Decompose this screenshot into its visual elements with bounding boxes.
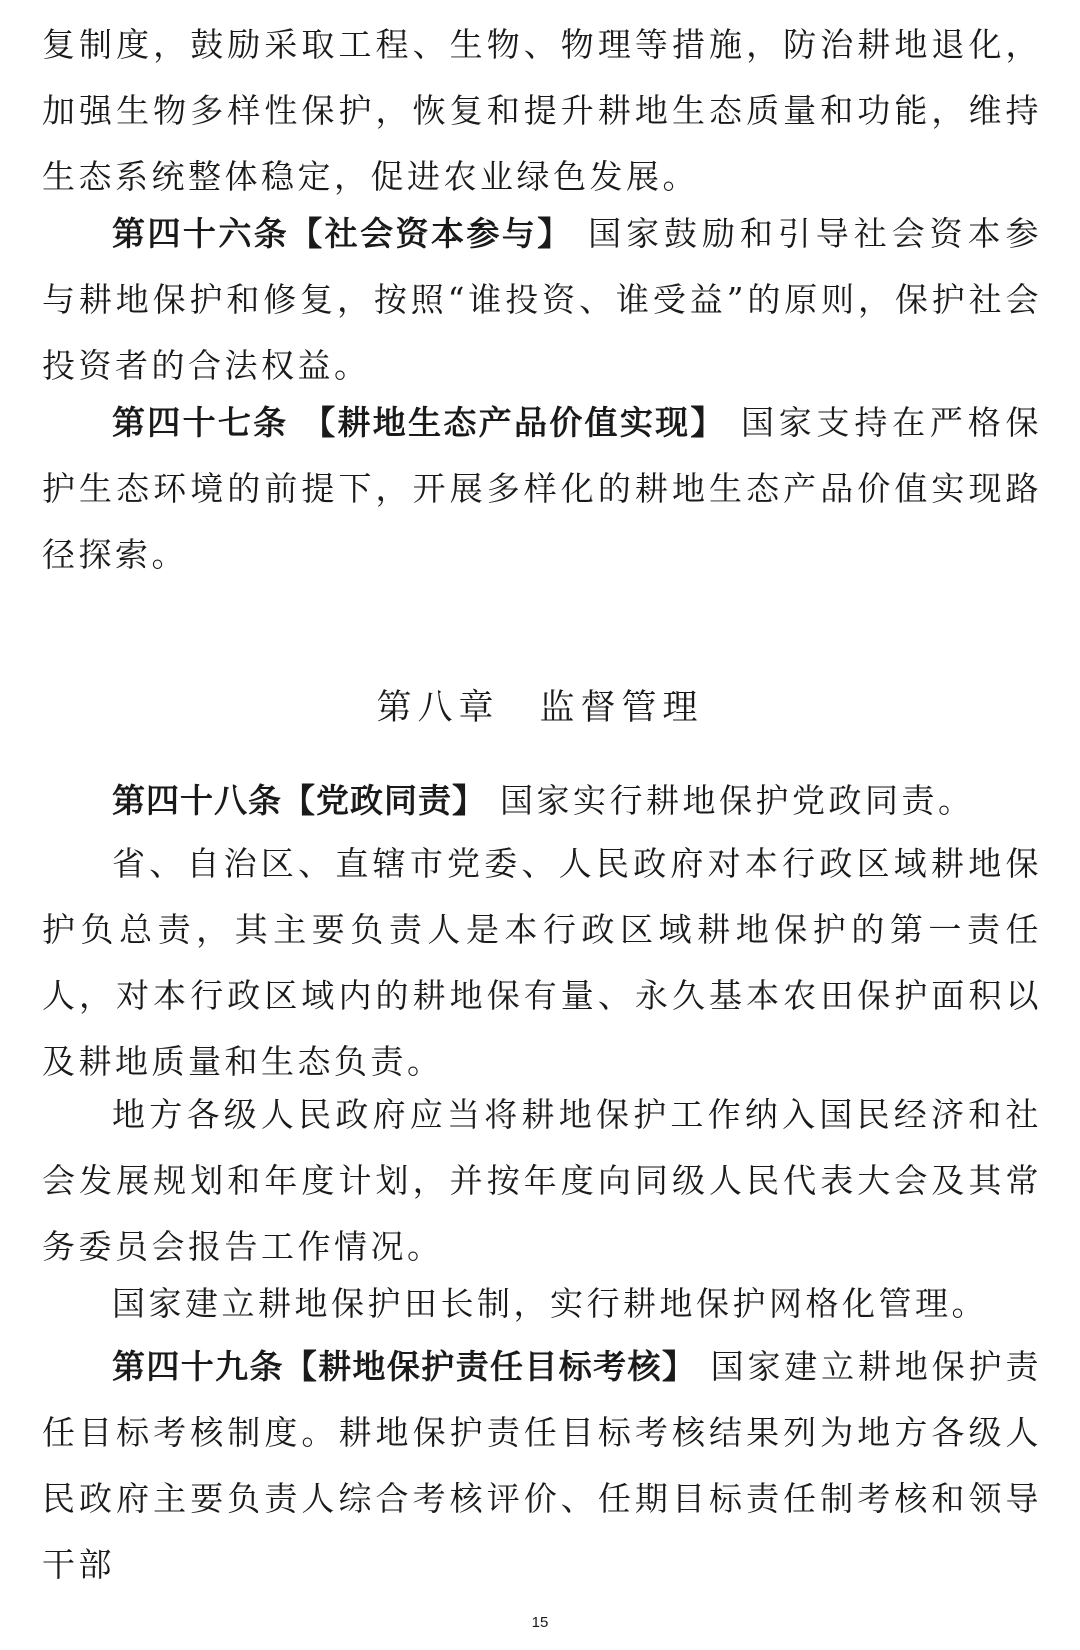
article-46-heading: 第四十六条【社会资本参与】 [112, 214, 573, 253]
article-48-paragraph-4 [42, 1271, 1042, 1337]
article-48-heading: 第四十八条【党政同责】 [112, 781, 486, 820]
article-47-heading: 第四十七条 【耕地生态产品价值实现】 [112, 403, 726, 442]
chapter-heading [0, 680, 1080, 730]
article-47 [42, 390, 1042, 588]
article-49-heading: 第四十九条【耕地保护责任目标考核】 [112, 1347, 697, 1386]
article-46-body: 国家鼓励和引导社会资本参与耕地保护和修复，按照“谁投资、谁受益”的原则，保护社会投资者的合法权益。 [42, 214, 1043, 385]
article-49-body: 国家建立耕地保护责任目标考核制度。耕地保护责任目标考核结果列为地方各级人民政府主要负责人综合考核评价、任期目标责任制考核和领导干部 [42, 1347, 1043, 1584]
chapter-title: 监督管理 [539, 688, 704, 728]
chapter-number: 第八章 [376, 688, 500, 728]
continuation-paragraph [42, 12, 1042, 210]
article-48-paragraph-3 [42, 1082, 1042, 1280]
article-48-paragraph-2-text: 省、自治区、直辖市党委、人民政府对本行政区域耕地保护负总责，其主要负责人是本行政区域耕地保护的第一责任人，对本行政区域内的耕地保有量、永久基本农田保护面积以及耕地质量和生态负责。 [42, 844, 1042, 1081]
continuation-text: 复制度，鼓励采取工程、生物、物理等措施，防治耕地退化，加强生物多样性保护，恢复和提升耕地生态质量和功能，维持生态系统整体稳定，促进农业绿色发展。 [42, 25, 1042, 196]
article-48-paragraph-4-text: 国家建立耕地保护田长制，实行耕地保护网格化管理。 [112, 1284, 988, 1323]
article-48-paragraph-3-text: 地方各级人民政府应当将耕地保护工作纳入国民经济和社会发展规划和年度计划，并按年度向同级人民代表大会及其常务委员会报告工作情况。 [42, 1095, 1042, 1266]
article-48-body: 国家实行耕地保护党政同责。 [500, 781, 975, 820]
article-48-paragraph-2 [42, 831, 1042, 1095]
page-number: 15 [531, 1614, 549, 1631]
article-49 [42, 1334, 1042, 1598]
article-47-body: 国家支持在严格保护生态环境的前提下，开展多样化的耕地生态产品价值实现路径探索。 [42, 403, 1042, 574]
article-46 [42, 201, 1042, 399]
article-48 [42, 768, 1042, 834]
